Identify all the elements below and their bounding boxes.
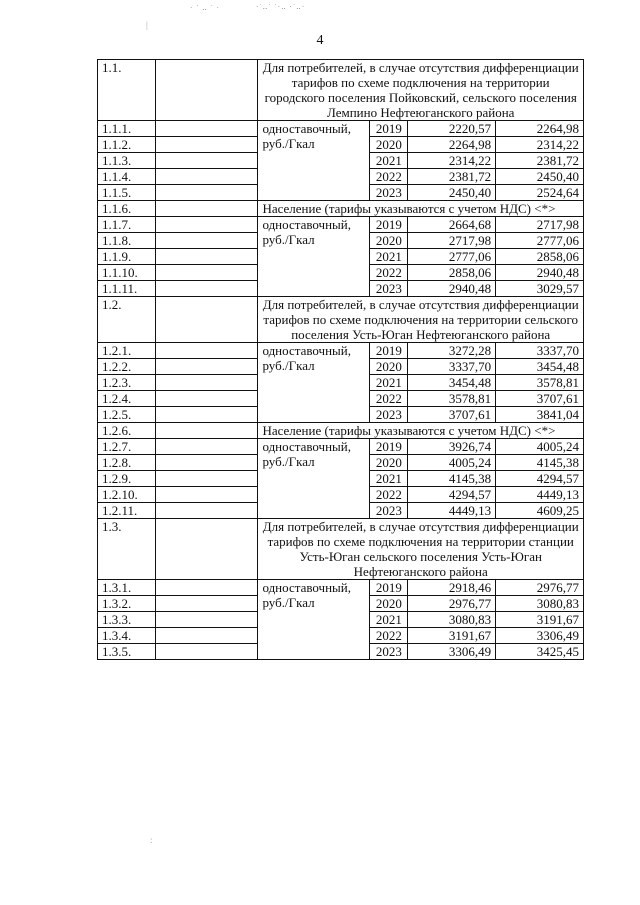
year-cell: 2020 — [370, 596, 408, 612]
tariff-value-cell: 3306,49 — [496, 628, 584, 644]
scan-artifact: ·˙‥˙ ˙·‥ ·˙‥· — [256, 3, 306, 11]
tariff-value-cell: 4005,24 — [408, 455, 496, 471]
row-number: 1.3.5. — [98, 644, 156, 660]
tariff-value-cell: 2314,22 — [496, 137, 584, 153]
row-number: 1.2.7. — [98, 439, 156, 455]
section-header-row — [98, 519, 584, 580]
empty-cell — [155, 519, 258, 580]
tariff-value-cell: 3191,67 — [496, 612, 584, 628]
tariff-type: одноставочный, руб./Гкал — [258, 343, 370, 423]
empty-cell — [155, 471, 258, 487]
row-number: 1.2.10. — [98, 487, 156, 503]
year-cell: 2020 — [370, 455, 408, 471]
year-cell: 2023 — [370, 644, 408, 660]
scan-artifact: | — [146, 20, 148, 30]
empty-cell — [155, 265, 258, 281]
year-cell: 2021 — [370, 153, 408, 169]
tariff-table-body — [98, 60, 584, 660]
year-cell: 2019 — [370, 580, 408, 596]
tariff-value-cell: 4005,24 — [496, 439, 584, 455]
tariff-value-cell: 2664,68 — [408, 217, 496, 233]
empty-cell — [155, 153, 258, 169]
tariff-value-cell: 2976,77 — [496, 580, 584, 596]
tariff-value-cell: 2450,40 — [408, 185, 496, 201]
empty-cell — [155, 249, 258, 265]
year-cell: 2023 — [370, 407, 408, 423]
empty-cell — [155, 217, 258, 233]
section-header-row — [98, 60, 584, 121]
tariff-type: одноставочный, руб./Гкал — [258, 217, 370, 297]
tariff-value-cell: 3272,28 — [408, 343, 496, 359]
row-number: 1.1.10. — [98, 265, 156, 281]
tariff-table — [97, 59, 584, 660]
empty-cell — [155, 439, 258, 455]
tariff-value-cell: 2220,57 — [408, 121, 496, 137]
section-number: 1.2. — [98, 297, 156, 343]
tariff-value-cell: 2524,64 — [496, 185, 584, 201]
year-cell: 2022 — [370, 169, 408, 185]
empty-cell — [155, 169, 258, 185]
empty-cell — [155, 407, 258, 423]
tariff-type: одноставочный, руб./Гкал — [258, 439, 370, 519]
empty-cell — [155, 391, 258, 407]
section-header: Для потребителей, в случае отсутствия дифференциации тарифов по схеме подключения на территории городского поселения Пойковский, сельского поселения Лемпино Нефтеюганского района — [258, 60, 584, 121]
empty-cell — [155, 423, 258, 439]
empty-cell — [155, 487, 258, 503]
population-row — [98, 201, 584, 217]
empty-cell — [155, 580, 258, 596]
row-number: 1.3.3. — [98, 612, 156, 628]
empty-cell — [155, 455, 258, 471]
row-number: 1.1.5. — [98, 185, 156, 201]
row-number: 1.1.9. — [98, 249, 156, 265]
empty-cell — [155, 137, 258, 153]
tariff-value-cell: 3454,48 — [408, 375, 496, 391]
tariff-value-cell: 3337,70 — [408, 359, 496, 375]
year-cell: 2023 — [370, 503, 408, 519]
tariff-value-cell: 4145,38 — [496, 455, 584, 471]
section-header: Для потребителей, в случае отсутствия дифференциации тарифов по схеме подключения на территории станции Усть-Юган сельского поселения Усть-Юган Нефтеюганского района — [258, 519, 584, 580]
tariff-value-cell: 3454,48 — [496, 359, 584, 375]
row-number: 1.1.4. — [98, 169, 156, 185]
year-cell: 2019 — [370, 121, 408, 137]
row-number: 1.2.9. — [98, 471, 156, 487]
tariff-value-cell: 2777,06 — [408, 249, 496, 265]
tariff-value-cell: 3707,61 — [496, 391, 584, 407]
row-number: 1.2.4. — [98, 391, 156, 407]
year-cell: 2022 — [370, 391, 408, 407]
section-header: Для потребителей, в случае отсутствия дифференциации тарифов по схеме подключения на территории сельского поселения Усть-Юган Нефтеюганского района — [258, 297, 584, 343]
scan-artifact: · ˙ ‥ ˙ · — [190, 4, 220, 12]
year-cell: 2022 — [370, 487, 408, 503]
year-cell: 2023 — [370, 281, 408, 297]
table-row — [98, 439, 584, 455]
tariff-value-cell: 3337,70 — [496, 343, 584, 359]
year-cell: 2021 — [370, 249, 408, 265]
row-number: 1.2.5. — [98, 407, 156, 423]
population-label: Население (тарифы указываются с учетом НДС) <*> — [258, 423, 584, 439]
row-number: 1.1.7. — [98, 217, 156, 233]
year-cell: 2020 — [370, 137, 408, 153]
tariff-value-cell: 3926,74 — [408, 439, 496, 455]
section-number: 1.1. — [98, 60, 156, 121]
tariff-value-cell: 4449,13 — [496, 487, 584, 503]
tariff-type: одноставочный, руб./Гкал — [258, 121, 370, 201]
empty-cell — [155, 644, 258, 660]
tariff-value-cell: 2976,77 — [408, 596, 496, 612]
row-number: 1.1.3. — [98, 153, 156, 169]
empty-cell — [155, 359, 258, 375]
section-number: 1.3. — [98, 519, 156, 580]
tariff-type: одноставочный, руб./Гкал — [258, 580, 370, 660]
tariff-value-cell: 2717,98 — [408, 233, 496, 249]
tariff-value-cell: 2858,06 — [496, 249, 584, 265]
year-cell: 2019 — [370, 343, 408, 359]
row-number: 1.2.2. — [98, 359, 156, 375]
tariff-value-cell: 2717,98 — [496, 217, 584, 233]
tariff-value-cell: 4449,13 — [408, 503, 496, 519]
empty-cell — [155, 201, 258, 217]
tariff-value-cell: 3425,45 — [496, 644, 584, 660]
tariff-value-cell: 2264,98 — [408, 137, 496, 153]
year-cell: 2021 — [370, 471, 408, 487]
tariff-value-cell: 2314,22 — [408, 153, 496, 169]
tariff-value-cell: 4609,25 — [496, 503, 584, 519]
empty-cell — [155, 503, 258, 519]
row-number: 1.2.1. — [98, 343, 156, 359]
tariff-value-cell: 3080,83 — [408, 612, 496, 628]
tariff-value-cell: 4145,38 — [408, 471, 496, 487]
empty-cell — [155, 612, 258, 628]
row-number: 1.2.11. — [98, 503, 156, 519]
tariff-value-cell: 3306,49 — [408, 644, 496, 660]
tariff-value-cell: 3029,57 — [496, 281, 584, 297]
tariff-value-cell: 2777,06 — [496, 233, 584, 249]
year-cell: 2022 — [370, 628, 408, 644]
tariff-value-cell: 2381,72 — [408, 169, 496, 185]
tariff-value-cell: 4294,57 — [408, 487, 496, 503]
row-number: 1.1.6. — [98, 201, 156, 217]
tariff-value-cell: 2940,48 — [496, 265, 584, 281]
year-cell: 2020 — [370, 359, 408, 375]
empty-cell — [155, 628, 258, 644]
scan-artifact: : — [150, 835, 153, 845]
tariff-value-cell: 4294,57 — [496, 471, 584, 487]
empty-cell — [155, 185, 258, 201]
tariff-value-cell: 2264,98 — [496, 121, 584, 137]
empty-cell — [155, 375, 258, 391]
population-row — [98, 423, 584, 439]
row-number: 1.1.2. — [98, 137, 156, 153]
population-label: Население (тарифы указываются с учетом НДС) <*> — [258, 201, 584, 217]
row-number: 1.1.1. — [98, 121, 156, 137]
tariff-value-cell: 2450,40 — [496, 169, 584, 185]
row-number: 1.3.4. — [98, 628, 156, 644]
year-cell: 2023 — [370, 185, 408, 201]
table-row — [98, 580, 584, 596]
year-cell: 2021 — [370, 375, 408, 391]
tariff-value-cell: 2858,06 — [408, 265, 496, 281]
row-number: 1.1.8. — [98, 233, 156, 249]
table-row — [98, 343, 584, 359]
empty-cell — [155, 281, 258, 297]
tariff-value-cell: 3707,61 — [408, 407, 496, 423]
tariff-value-cell: 3080,83 — [496, 596, 584, 612]
tariff-value-cell: 2381,72 — [496, 153, 584, 169]
tariff-value-cell: 3841,04 — [496, 407, 584, 423]
table-row — [98, 121, 584, 137]
page-number: 4 — [316, 33, 324, 48]
row-number: 1.2.3. — [98, 375, 156, 391]
row-number: 1.3.2. — [98, 596, 156, 612]
row-number: 1.1.11. — [98, 281, 156, 297]
row-number: 1.3.1. — [98, 580, 156, 596]
empty-cell — [155, 233, 258, 249]
tariff-value-cell: 3578,81 — [408, 391, 496, 407]
tariff-value-cell: 2918,46 — [408, 580, 496, 596]
year-cell: 2020 — [370, 233, 408, 249]
empty-cell — [155, 297, 258, 343]
empty-cell — [155, 343, 258, 359]
tariff-value-cell: 3191,67 — [408, 628, 496, 644]
row-number: 1.2.6. — [98, 423, 156, 439]
tariff-value-cell: 2940,48 — [408, 281, 496, 297]
year-cell: 2022 — [370, 265, 408, 281]
empty-cell — [155, 121, 258, 137]
empty-cell — [155, 60, 258, 121]
row-number: 1.2.8. — [98, 455, 156, 471]
year-cell: 2019 — [370, 217, 408, 233]
tariff-value-cell: 3578,81 — [496, 375, 584, 391]
year-cell: 2021 — [370, 612, 408, 628]
year-cell: 2019 — [370, 439, 408, 455]
table-row — [98, 217, 584, 233]
empty-cell — [155, 596, 258, 612]
section-header-row — [98, 297, 584, 343]
